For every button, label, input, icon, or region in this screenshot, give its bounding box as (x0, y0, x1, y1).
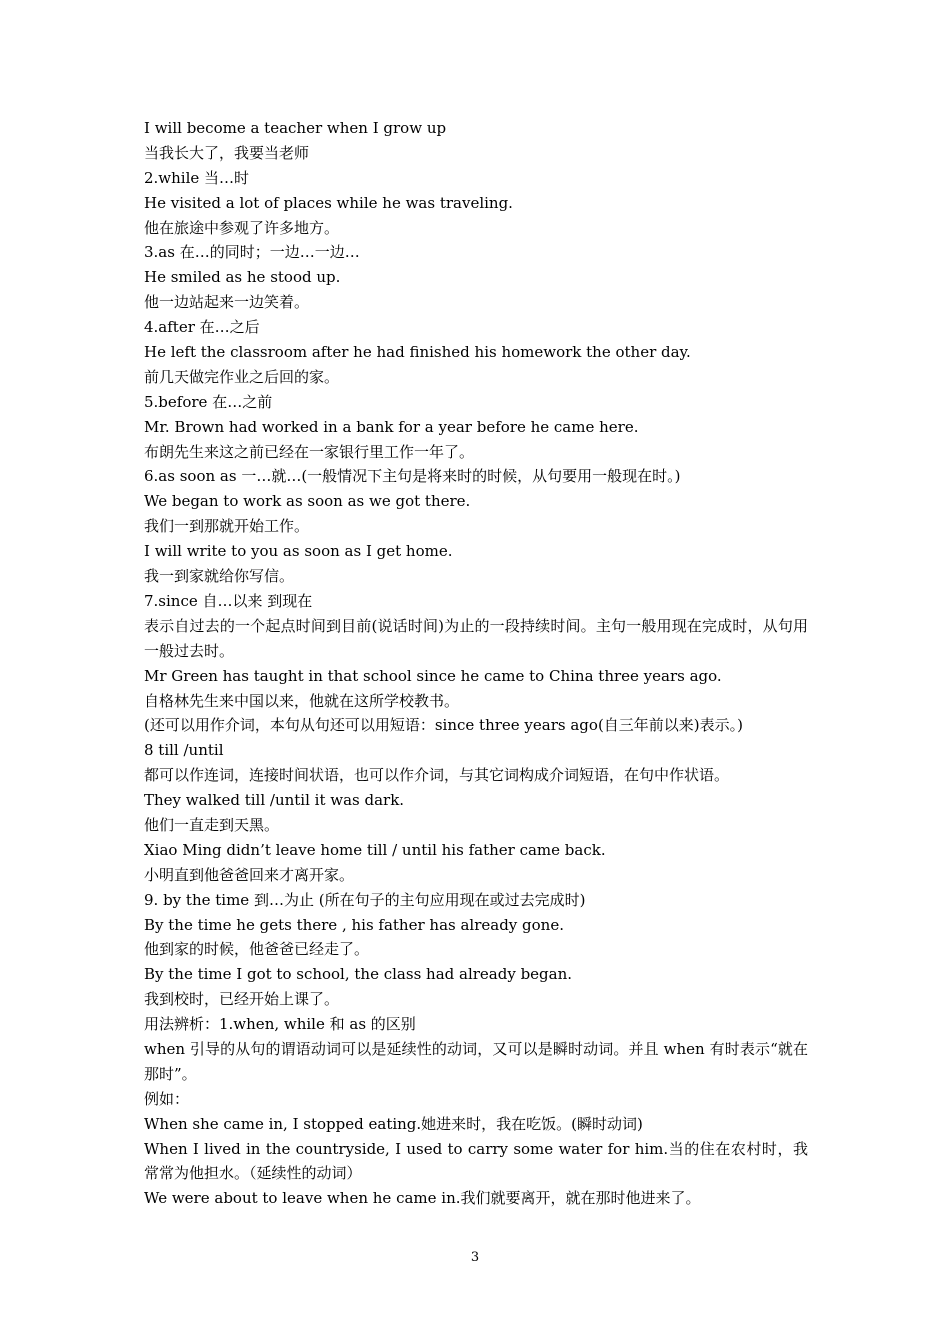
text-line: I will write to you as soon as I get home. (144, 542, 453, 561)
text-line: Mr. Brown had worked in a bank for a year before he came here. (144, 417, 639, 436)
section-heading-as-soon-as: 6.as soon as 一…就…(一般情况下主句是将来时的时候，从句要用一般现在时。) (144, 467, 681, 486)
text-line: Xiao Ming didn’t leave home till / until his father came back. (144, 840, 606, 859)
page-number: 3 (470, 1250, 480, 1265)
text-line: We began to work as soon as we got there. (144, 492, 471, 511)
text-line: 例如： (144, 1089, 190, 1108)
text-line: 我到校时，已经开始上课了。 (144, 990, 340, 1009)
text-line: (还可以用作介词，本句从句还可以用短语：since three years ago(自三年前以来)表示。) (144, 716, 743, 735)
text-line: 我们一到那就开始工作。 (144, 517, 310, 536)
text-paragraph: 表示自过去的一个起点时间到目前(说话时间)为止的一段持续时间。主句一般用现在完成时，从句用一般过去时。 (144, 616, 808, 660)
text-line: 他一边站起来一边笑着。 (144, 293, 310, 312)
text-line: He left the classroom after he had finished his homework the other day. (144, 343, 691, 362)
section-heading-usage-analysis: 用法辨析：1.when, while 和 as 的区别 (144, 1015, 416, 1034)
text-line: 当我长大了，我要当老师 (144, 143, 310, 162)
section-heading-before: 5.before 在…之前 (144, 392, 273, 411)
section-heading-after: 4.after 在…之后 (144, 318, 260, 337)
text-line: 他到家的时候，他爸爸已经走了。 (144, 940, 370, 959)
text-paragraph: When I lived in the countryside, I used to carry some water for him.当的住在农村时，我常常为他担水。（延续性的动词） (144, 1139, 808, 1183)
page-content (144, 116, 808, 1211)
text-line: 前几天做完作业之后回的家。 (144, 367, 340, 386)
text-line: He visited a lot of places while he was traveling. (144, 193, 513, 212)
text-line: 自格林先生来中国以来，他就在这所学校教书。 (144, 691, 460, 710)
text-line: 都可以作连词，连接时间状语，也可以作介词，与其它词构成介词短语，在句中作状语。 (144, 766, 730, 785)
section-heading-as: 3.as 在…的同时；一边…一边… (144, 243, 360, 262)
text-line: 我一到家就给你写信。 (144, 567, 295, 586)
text-line: Mr Green has taught in that school since he came to China three years ago. (144, 666, 722, 685)
text-line: We were about to leave when he came in.我们就要离开，就在那时他进来了。 (144, 1189, 701, 1208)
text-paragraph: when 引导的从句的谓语动词可以是延续性的动词，又可以是瞬时动词。并且 when 有时表示“就在那时”。 (144, 1039, 808, 1083)
text-line: When she came in, I stopped eating.她进来时，我在吃饭。(瞬时动词) (144, 1114, 643, 1133)
text-line: 他们一直走到天黑。 (144, 815, 280, 834)
text-line: By the time he gets there , his father has already gone. (144, 915, 564, 934)
text-line: 小明直到他爸爸回来才离开家。 (144, 865, 355, 884)
section-heading-since: 7.since 自…以来 到现在 (144, 591, 313, 610)
text-line: By the time I got to school, the class had already began. (144, 965, 573, 984)
text-line: 布朗先生来这之前已经在一家银行里工作一年了。 (144, 442, 475, 461)
text-line: He smiled as he stood up. (144, 268, 341, 287)
section-heading-till-until: 8 till /until (144, 741, 224, 760)
section-heading-by-the-time: 9. by the time 到…为止 (所在句子的主句应用现在或过去完成时) (144, 890, 586, 909)
text-line: 他在旅途中参观了许多地方。 (144, 218, 340, 237)
section-heading-while: 2.while 当…时 (144, 168, 250, 187)
text-line: I will become a teacher when I grow up (144, 119, 447, 137)
text-line: They walked till /until it was dark. (144, 791, 405, 810)
